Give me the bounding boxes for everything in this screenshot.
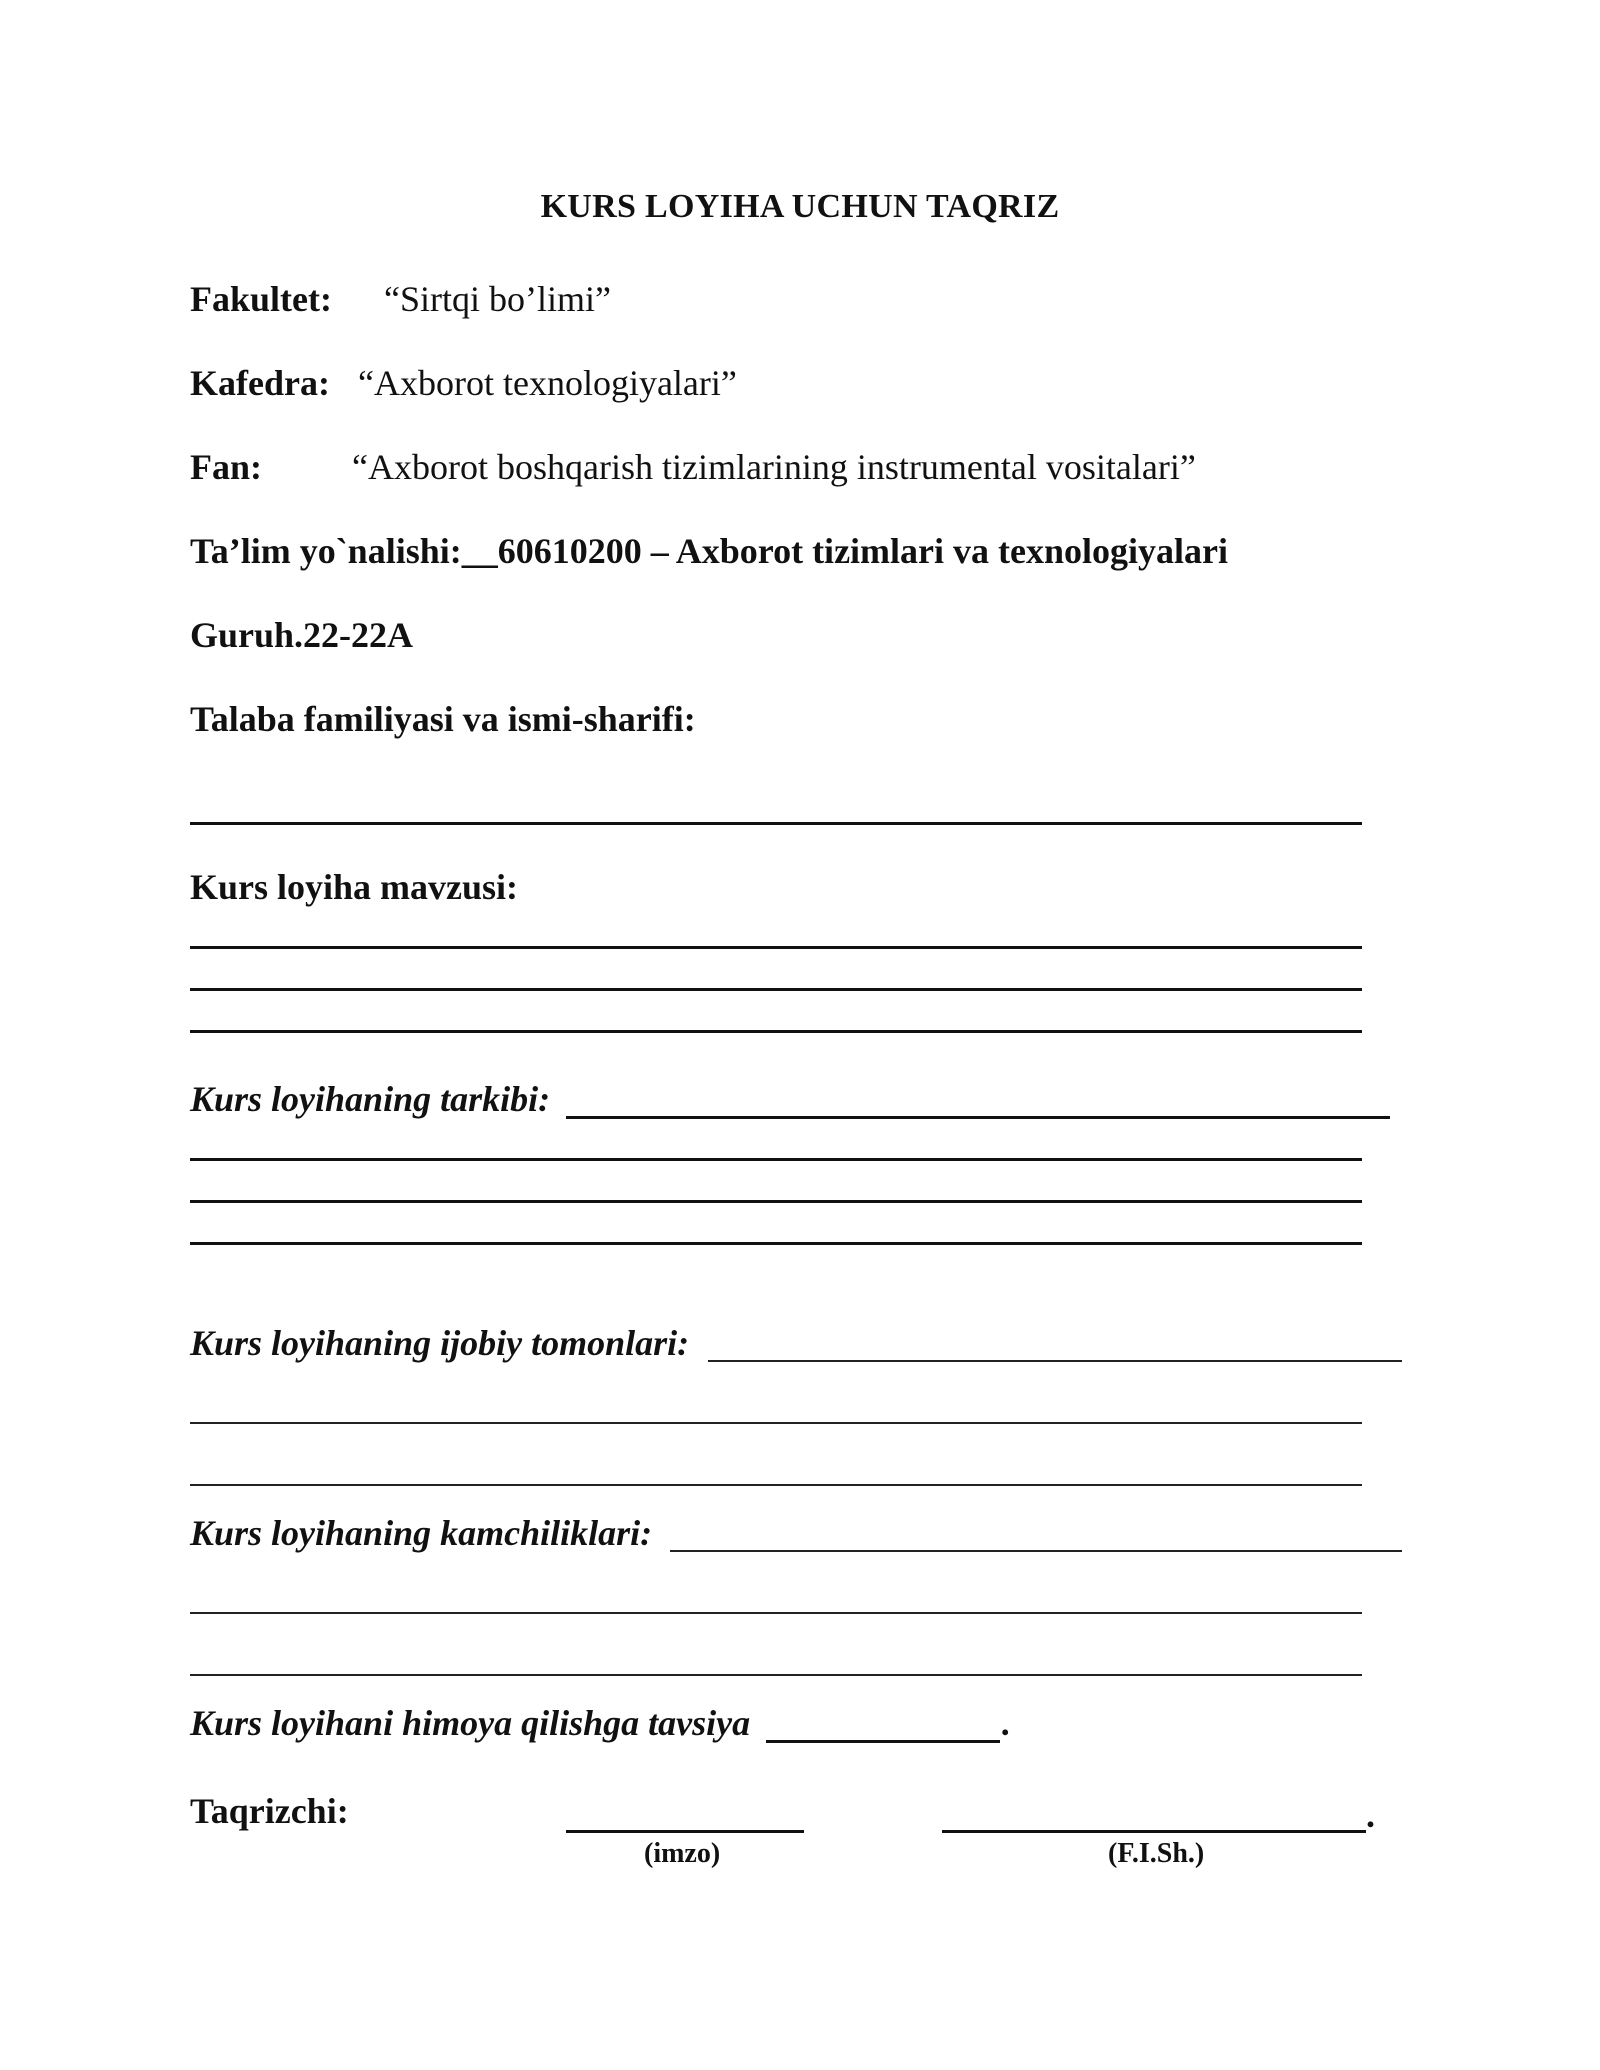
fan-label: Fan: (190, 447, 262, 487)
kamchilik-label: Kurs loyihaning kamchiliklari: (190, 1513, 653, 1553)
signature-line[interactable] (566, 1830, 804, 1833)
kamchilik-blank-line[interactable] (190, 1612, 1362, 1614)
ijobiy-blank-line[interactable] (190, 1422, 1362, 1424)
kafedra-value: “Axborot texnologiyalari” (358, 363, 737, 403)
tarkib-blank-line[interactable] (190, 1158, 1362, 1161)
guruh: Guruh.22-22A (190, 615, 414, 655)
mavzu-label: Kurs loyiha mavzusi: (190, 867, 519, 907)
fan-value: “Axborot boshqarish tizimlarining instrumental vositalari” (352, 447, 1196, 487)
tavsiya-period: . (1002, 1703, 1011, 1743)
taqrizchi-label: Taqrizchi: (190, 1791, 349, 1831)
ijobiy-blank-line[interactable] (708, 1360, 1402, 1362)
talaba-blank-line[interactable] (190, 822, 1362, 825)
tarkib-blank-line[interactable] (190, 1242, 1362, 1245)
imzo-caption: (imzo) (644, 1838, 721, 1869)
fish-line[interactable] (942, 1830, 1366, 1833)
fish-caption: (F.I.Sh.) (1108, 1838, 1205, 1869)
tarkib-blank-line[interactable] (566, 1116, 1390, 1119)
tavsiya-label: Kurs loyihani himoya qilishga tavsiya (190, 1703, 751, 1743)
fakultet-value: “Sirtqi bo’limi” (384, 279, 611, 319)
fakultet-label: Fakultet: (190, 279, 332, 319)
ijobiy-label: Kurs loyihaning ijobiy tomonlari: (190, 1323, 690, 1363)
mavzu-blank-line[interactable] (190, 988, 1362, 991)
mavzu-blank-line[interactable] (190, 1030, 1362, 1033)
tarkib-blank-line[interactable] (190, 1200, 1362, 1203)
fish-period: . (1366, 1795, 1375, 1835)
kafedra-label: Kafedra: (190, 363, 330, 403)
kamchilik-blank-line[interactable] (190, 1674, 1362, 1676)
kamchilik-blank-line[interactable] (670, 1550, 1402, 1552)
ijobiy-blank-line[interactable] (190, 1484, 1362, 1486)
talaba-label: Talaba familiyasi va ismi-sharifi: (190, 699, 696, 739)
mavzu-blank-line[interactable] (190, 946, 1362, 949)
talim-yonalishi: Ta’lim yo`nalishi:__60610200 – Axborot tizimlari va texnologiyalari (190, 531, 1228, 571)
tarkib-label: Kurs loyihaning tarkibi: (190, 1079, 551, 1119)
document-title: KURS LOYIHA UCHUN TAQRIZ (540, 188, 1060, 225)
tavsiya-blank-line[interactable] (766, 1740, 1000, 1743)
